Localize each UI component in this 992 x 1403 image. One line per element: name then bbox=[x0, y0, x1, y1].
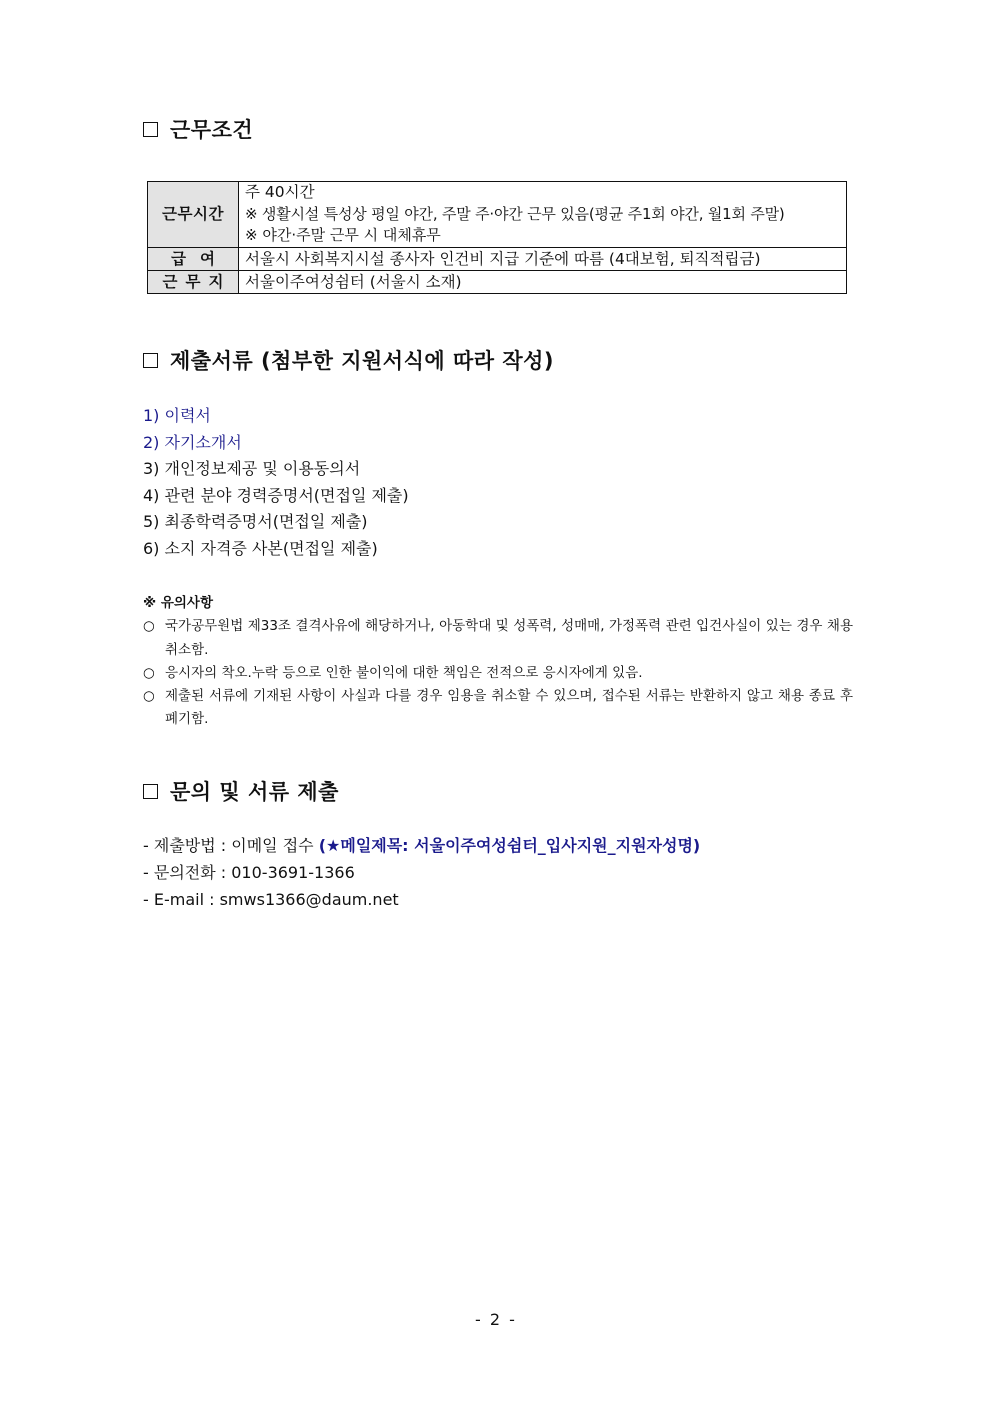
phone-label: - 문의전화 : bbox=[143, 863, 232, 882]
hours-label-cell: 근무시간 bbox=[148, 182, 239, 248]
contact-row-phone bbox=[143, 859, 700, 886]
contact-row-method bbox=[143, 832, 700, 859]
checkbox-icon bbox=[143, 353, 158, 368]
section-title-text: 문의 및 서류 제출 bbox=[170, 780, 339, 804]
documents-list bbox=[143, 403, 409, 563]
note-item bbox=[143, 615, 853, 662]
method-label: - 제출방법 : bbox=[143, 836, 232, 855]
circle-bullet-icon: ○ bbox=[143, 618, 155, 635]
method-value: 이메일 접수 bbox=[231, 836, 319, 855]
checkbox-icon bbox=[143, 784, 158, 799]
pay-value-cell: 서울시 사회복지시설 종사자 인건비 지급 기준에 따름 (4대보험, 퇴직적립금) bbox=[239, 247, 847, 270]
conditions-table bbox=[147, 181, 847, 294]
mail-subject-note: (★메일제목: 서울이주여성쉼터_입사지원_지원자성명) bbox=[318, 836, 701, 855]
page-number: - 2 - bbox=[475, 1310, 517, 1329]
list-item: 1) 이력서 bbox=[143, 406, 211, 425]
list-item: 6) 소지 자격증 사본(면접일 제출) bbox=[143, 538, 378, 558]
note-item bbox=[143, 685, 853, 732]
location-label-cell: 근무지 bbox=[148, 270, 239, 293]
list-item: 5) 최종학력증명서(면접일 제출) bbox=[143, 512, 368, 532]
checkbox-icon bbox=[143, 122, 158, 137]
hours-value-cell bbox=[239, 182, 847, 248]
table-row-pay bbox=[148, 247, 847, 270]
pay-label-cell: 급여 bbox=[148, 247, 239, 270]
list-item: 2) 자기소개서 bbox=[143, 432, 242, 452]
notes-heading: ※ 유의사항 bbox=[143, 595, 213, 611]
hours-line-2: ※ 생활시설 특성상 평일 야간, 주말 주·야간 근무 있음(평균 주1회 야간, 월1회 주말) bbox=[245, 204, 785, 223]
hours-line-3: ※ 야간·주말 근무 시 대체휴무 bbox=[245, 226, 441, 244]
list-item: 3) 개인정보제공 및 이용동의서 bbox=[143, 459, 361, 479]
note-item bbox=[143, 662, 853, 685]
contact-block bbox=[143, 832, 700, 913]
note-text: 국가공무원법 제33조 결격사유에 해당하거나, 아동학대 및 성폭력, 성매매, 가정폭력 관련 입건사실이 있는 경우 채용 취소함. bbox=[165, 618, 853, 658]
location-value-cell: 서울이주여성쉼터 (서울시 소재) bbox=[239, 270, 847, 293]
notes-block bbox=[143, 592, 853, 732]
table-row-location bbox=[148, 270, 847, 293]
circle-bullet-icon: ○ bbox=[143, 664, 155, 681]
circle-bullet-icon: ○ bbox=[143, 688, 155, 705]
list-item: 4) 관련 분야 경력증명서(면접일 제출) bbox=[143, 485, 409, 505]
section-title-contact bbox=[143, 776, 339, 806]
section-title-text: 제출서류 (첨부한 지원서식에 따라 작성) bbox=[170, 349, 555, 373]
note-text: 응시자의 착오.누락 등으로 인한 불이익에 대한 책임은 전적으로 응시자에게 있음. bbox=[165, 664, 643, 681]
section-title-text: 근무조건 bbox=[170, 118, 254, 142]
table-row-hours bbox=[148, 182, 847, 248]
section-title-conditions bbox=[143, 114, 253, 144]
email-label: - E-mail : bbox=[143, 890, 220, 909]
section-title-documents bbox=[143, 345, 554, 375]
contact-row-email bbox=[143, 886, 700, 913]
email-address[interactable]: smws1366@daum.net bbox=[219, 890, 399, 909]
hours-line-1: 주 40시간 bbox=[245, 183, 315, 201]
note-text: 제출된 서류에 기재된 사항이 사실과 다를 경우 임용을 취소할 수 있으며, 접수된 서류는 반환하지 않고 채용 종료 후 폐기함. bbox=[165, 688, 853, 728]
phone-number: 010-3691-1366 bbox=[231, 863, 355, 882]
